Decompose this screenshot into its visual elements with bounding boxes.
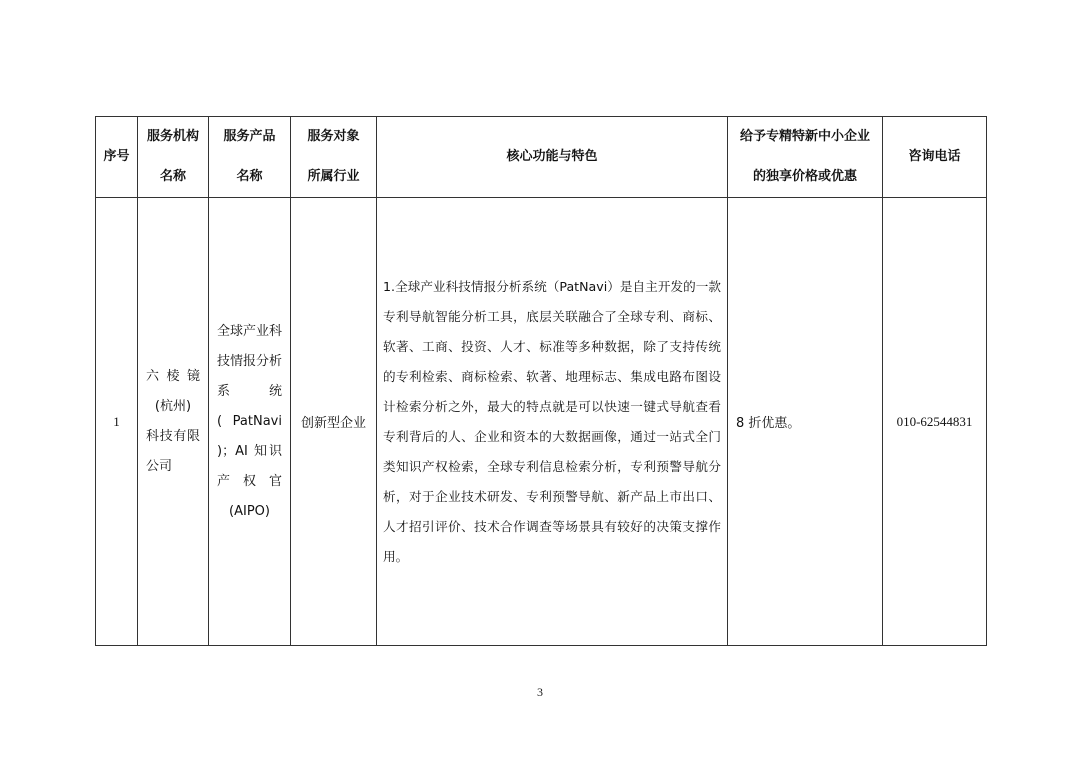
org-line: 公司 xyxy=(146,458,173,474)
header-industry: 服务对象 所属行业 xyxy=(291,117,377,198)
product-line: 全球产业科 xyxy=(217,323,283,339)
header-row xyxy=(96,117,987,198)
product-line: )；AI 知识 xyxy=(217,443,282,459)
cell-product xyxy=(209,198,291,646)
page-number: 3 xyxy=(537,685,543,699)
org-line: (杭州) xyxy=(154,398,192,414)
service-table xyxy=(95,116,987,646)
org-line: 六 棱 镜 xyxy=(146,368,200,384)
table-row xyxy=(96,198,987,646)
cell-org xyxy=(138,198,209,646)
header-core: 核心功能与特色 xyxy=(377,117,728,198)
cell-industry: 创新型企业 xyxy=(291,198,377,646)
cell-price: 8 折优惠。 xyxy=(728,198,883,646)
product-line: (AIPO) xyxy=(229,503,270,519)
cell-phone: 010-62544831 xyxy=(883,198,987,646)
header-org: 服务机构 名称 xyxy=(138,117,209,198)
cell-core-features: 1.全球产业科技情报分析系统（PatNavi）是自主开发的一款专利导航智能分析工具，底层关联融合了全球专利、商标、软著、工商、投资、人才、标准等多种数据，除了支持传统的专利检索、商标检索、软著、地理标志、集成电路布图设计检索分析之外，最大的特点就是可以快速一键式导航查看专利背后的人、企业和资本的大数据画像，通过一站式全门类知识产权检索，全球专利信息检索分析，专利预警导航分析，对于企业技术研发、专利预警导航、新产品上市出口、人才招引评价、技术合作调查等场景具有较好的决策支撑作用。 xyxy=(377,198,728,646)
header-phone: 咨询电话 xyxy=(883,117,987,198)
cell-no: 1 xyxy=(96,198,138,646)
header-price: 给予专精特新中小企业 的独享价格或优惠 xyxy=(728,117,883,198)
product-line: 系 统 xyxy=(217,383,282,399)
product-line: ( PatNavi xyxy=(217,413,282,429)
org-line: 科技有限 xyxy=(146,428,200,444)
product-line: 技情报分析 xyxy=(217,353,283,369)
header-product: 服务产品 名称 xyxy=(209,117,291,198)
product-line: 产 权 官 xyxy=(217,473,282,489)
header-no: 序号 xyxy=(96,117,138,198)
